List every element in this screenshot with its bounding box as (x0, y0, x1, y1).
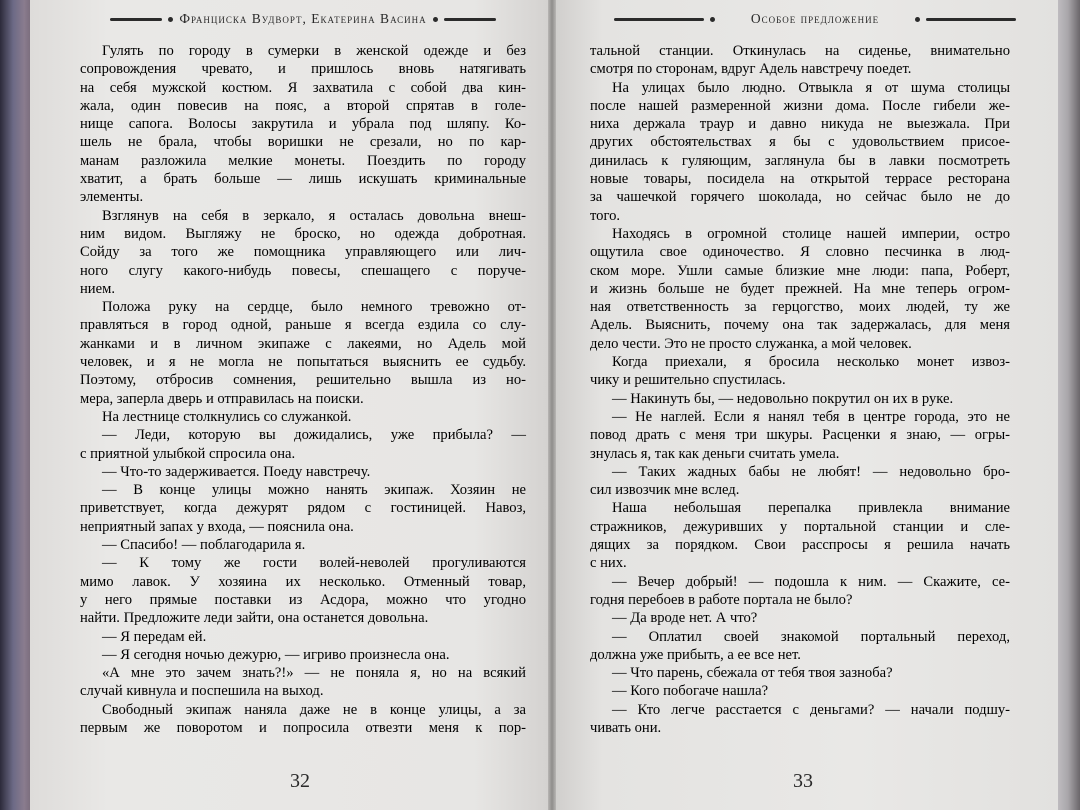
left-header-text: Франциска Вудворт, Екатерина Васина (179, 11, 427, 26)
text-line: за чашечкой горячего шоколада, но сейчас было не до (590, 189, 1010, 206)
text-line: смотря по сторонам, вдруг Адель навстречу поедет. (590, 61, 912, 78)
right-running-header (600, 8, 1030, 30)
text-line: хватит, а брать больше — лишь искушать криминальные (80, 171, 526, 188)
header-dot (710, 17, 715, 22)
text-line: манам разложила мелкие монеты. Поездить по городу (80, 152, 526, 169)
left-running-header (78, 8, 528, 30)
right-page-number: 33 (793, 770, 813, 792)
text-line: Поэтому, отбросив сомнения, решительно вышла из но- (80, 372, 526, 389)
header-rule (926, 18, 1016, 21)
text-line: — Кто легче расстается с деньгами? — начали подшу- (612, 701, 1010, 718)
text-line: — Таких жадных бабы не любят! — недовольно бро- (612, 463, 1010, 480)
text-line: годня перебоев в работе портала не было? (590, 591, 853, 608)
text-line: ного слугу какого-нибудь повесы, спешащего с поруче- (80, 262, 526, 279)
text-line: — Леди, которую вы дожидались, уже прибыла? — (102, 427, 526, 444)
text-line: ная ответственность за герцогство, моих людей, ту же (590, 299, 1010, 316)
text-line: первым же поворотом и попросила отвезти меня к пор- (80, 719, 526, 736)
text-line: жала, один повесив на пояс, а второй спрятав в голе- (80, 97, 526, 114)
text-line: должна уже прибыть, а ее все нет. (590, 646, 801, 663)
text-line: чивать они. (590, 719, 662, 736)
header-rule (110, 18, 162, 21)
text-line: — Да вроде нет. А что? (612, 610, 758, 627)
text-line: Гулять по городу в сумерки в женской одежде и без (102, 43, 526, 59)
text-line: повод драть с меня три шкуры. Расценки я знаю, — огры- (590, 427, 1010, 444)
text-line: после нашей размеренной жизни дома. После гибели же- (590, 97, 1010, 114)
text-line: нище сапога. Волосы закрутила и убрала под шляпу. Ко- (80, 116, 526, 133)
text-line: ском море. Ушли самые близкие мне люди: папа, Роберт, (590, 262, 1010, 279)
text-line: «А мне это зачем знать?!» — не поняла я, но на всякий (102, 665, 526, 682)
text-line: сопровождения чревато, и пришлось вновь натягивать (80, 61, 526, 78)
header-dot (433, 17, 438, 22)
text-line: — Кого побогаче нашла? (612, 683, 769, 700)
text-line: — Я передам ей. (102, 628, 207, 645)
text-line: ним видом. Выгляжу не броско, но одежда добротная. (80, 225, 526, 242)
text-line: — Спасибо! — поблагодарила я. (102, 537, 306, 554)
text-line: — Вечер добрый! — подошла к ним. — Скажите, се- (612, 573, 1010, 590)
text-line: — В конце улицы можно нанять экипаж. Хозяин не (102, 482, 526, 499)
text-line: — К тому же гости волей-неволей прогуливаются (102, 555, 526, 572)
text-line: стражников, дежуривших у портальной станции и сле- (590, 518, 1010, 535)
text-line: жанками и в личном экипаже с лакеями, но Адель мой (80, 335, 526, 352)
text-line: Наша небольшая перепалка привлекла внимание (612, 500, 1010, 517)
text-line: Сойду за того же помощника управляющего или лич- (80, 244, 526, 261)
text-line: с них. (590, 555, 627, 572)
text-line: Свободный экипаж наняла даже не в конце улицы, а за (102, 701, 526, 718)
book-gutter (548, 0, 556, 810)
text-line: дящих за порядком. Свои расспросы я решила начать (590, 537, 1010, 554)
text-line: динилась к гуляющим, заглянула бы в лавки посмотреть (590, 152, 1010, 169)
text-line: других обстоятельствах я бы с удовольствием присое- (590, 134, 1010, 151)
text-line: неприятный запах у входа, — пояснила она. (80, 518, 354, 535)
text-line: мимо лавок. У хозяина их несколько. Отменный товар, (80, 573, 526, 590)
text-line: ощутила свое одиночество. Я словно песчинка в люд- (590, 244, 1010, 261)
text-line: сил извозчик мне вслед. (590, 482, 740, 499)
text-line: мера, заперла дверь и отправилась на поиски. (80, 390, 364, 407)
text-line: — Что парень, сбежала от тебя твоя зазноба? (612, 665, 893, 682)
text-line: того. (590, 207, 621, 224)
text-line: приветствует, когда дежурят рядом с гостиницей. Навоз, (80, 500, 526, 517)
text-line: — Я сегодня ночью дежурю, — игриво произнесла она. (102, 646, 450, 663)
text-line: Находясь в огромной столице нашей империи, остро (612, 225, 1010, 242)
text-line: знулась я, так как деньги считать умела. (590, 445, 840, 462)
text-line: шель не брала, чтобы воришки не срезали, но по кар- (80, 134, 526, 151)
text-line: человек, и я не могла не попытаться выяснить ее судьбу. (80, 354, 526, 371)
text-line: Адель. Выяснить, почему она так задержалась, для меня (590, 317, 1010, 334)
text-line: — Оплатил своей знакомой портальный переход, (612, 628, 1010, 645)
text-line: и жизнь больше не будет прежней. На мне теперь огром- (590, 280, 1010, 297)
text-line: случай кивнула и поспешила на выход. (80, 683, 324, 700)
header-dot (915, 17, 920, 22)
header-rule (614, 18, 704, 21)
text-line: с приятной улыбкой спросила она. (80, 445, 296, 462)
text-line: чику и решительно спустилась. (590, 372, 786, 389)
text-line: Положа руку на сердце, было немного тревожно от- (102, 299, 526, 316)
text-line: — Накинуть бы, — недовольно покрутил он их в руке. (612, 390, 954, 407)
text-line: Когда приехали, я бросила несколько монет извоз- (612, 354, 1010, 371)
text-line: нием. (80, 280, 115, 297)
header-rule (444, 18, 496, 21)
text-line: новые товары, посидела на открытой террасе ресторана (590, 171, 1010, 188)
text-line: — Не наглей. Если я нанял тебя в центре города, это не (612, 408, 1010, 425)
text-line: На улицах было людно. Отвыкла я от шума столицы (612, 79, 1010, 96)
text-line: Взглянув на себя в зеркало, я осталась довольна внеш- (102, 207, 526, 224)
left-page-body-text (80, 42, 526, 737)
left-page-number: 32 (290, 770, 310, 792)
header-dot (168, 17, 173, 22)
text-line: на себя мужской костюм. Я захватила с собой два кин- (80, 79, 526, 96)
text-line: у него прямые поставки из Асдора, можно что угодно (80, 591, 526, 608)
text-line: — Что-то задерживается. Поеду навстречу. (102, 463, 371, 480)
text-line: ниха держала траур и давно никуда не выезжала. При (590, 116, 1010, 133)
right-page-body-text (590, 42, 1010, 737)
text-line: найти. Предложите леди зайти, она останется довольна. (80, 610, 429, 627)
text-line: дело чести. Это не просто служанка, а мой человек. (590, 335, 912, 352)
text-line: элементы. (80, 189, 144, 206)
text-line: тальной станции. Откинулась на сиденье, внимательно (590, 43, 1010, 59)
right-header-text: Особое предложение (750, 11, 880, 26)
text-line: правляться в город одной, раньше я всегда ездила со слу- (80, 317, 526, 334)
text-line: На лестнице столкнулись со служанкой. (102, 408, 352, 425)
